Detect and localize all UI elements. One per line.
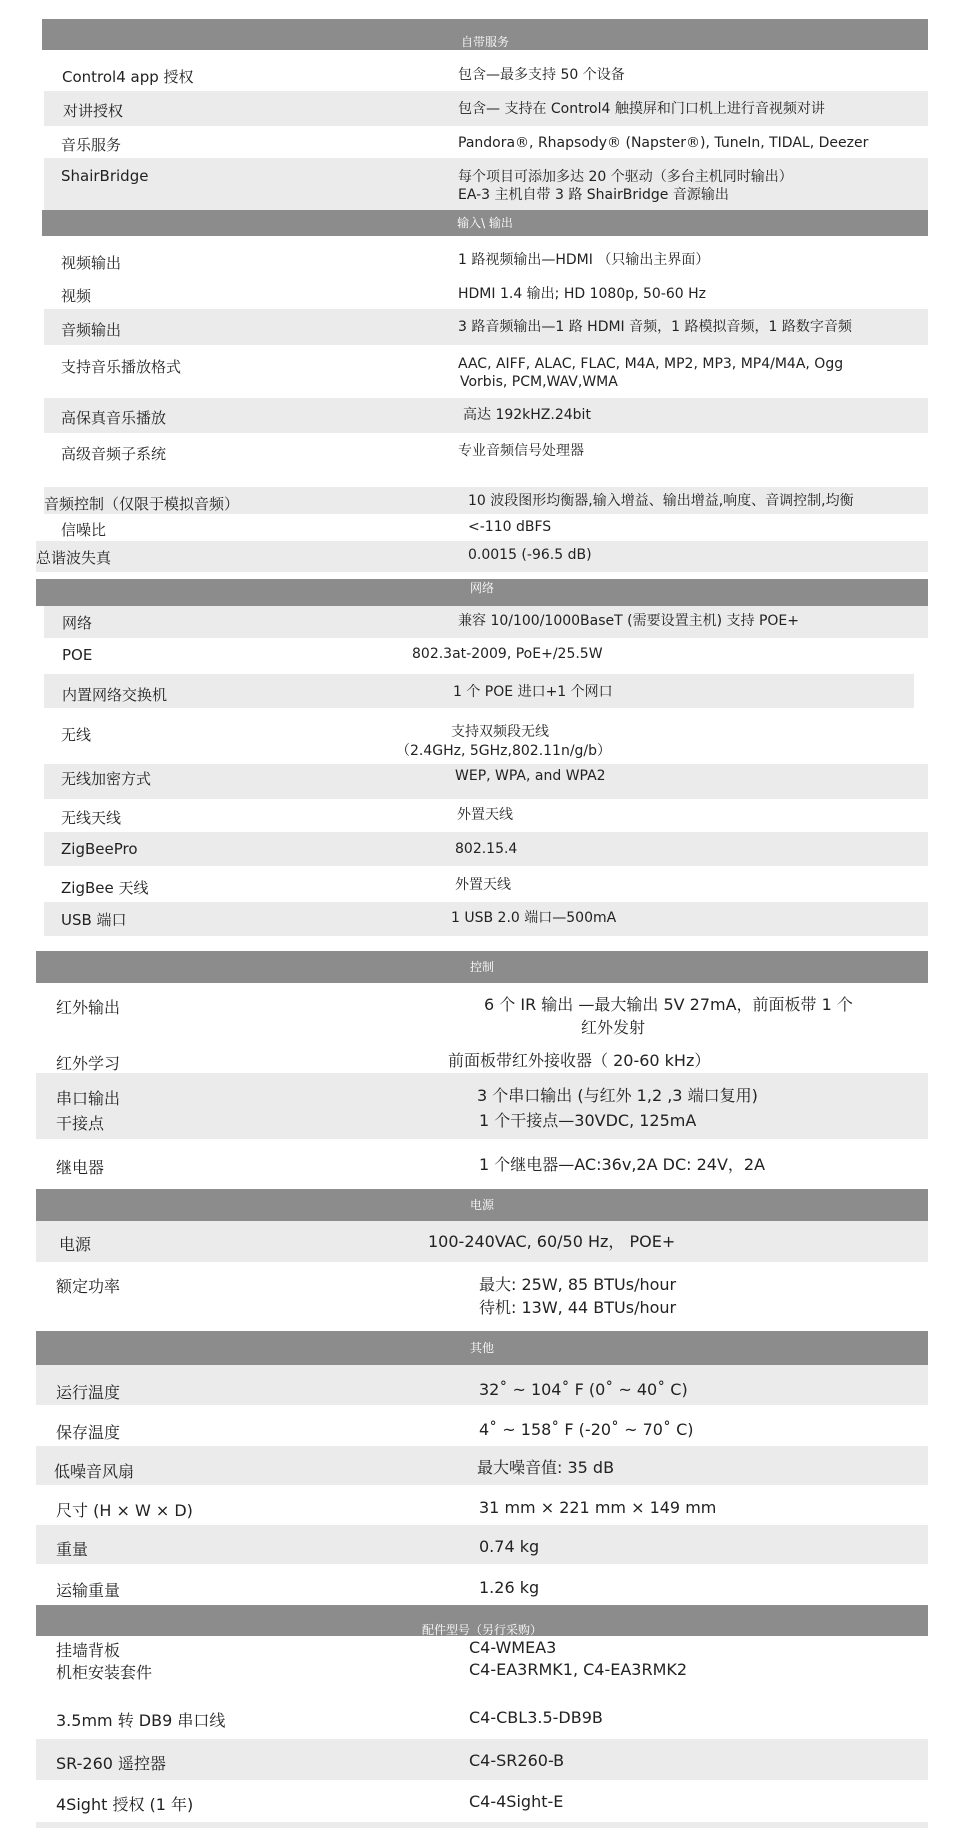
table-row (44, 309, 928, 345)
table-row (44, 345, 928, 398)
spec-value: EA-3 主机自带 3 路 ShairBridge 音源输出 (458, 187, 729, 203)
spec-label: 无线加密方式 (61, 770, 152, 788)
table-row (44, 902, 928, 936)
table-row (44, 832, 928, 866)
spec-value: 31 mm × 221 mm × 149 mm (479, 1498, 717, 1517)
spec-value: Vorbis, PCM,WAV,WMA (460, 374, 618, 390)
spec-label: 视频输出 (61, 254, 122, 272)
spec-label: 音乐服务 (61, 136, 122, 154)
spec-value: WEP, WPA, and WPA2 (455, 768, 606, 784)
spec-label: 音频输出 (61, 321, 122, 339)
table-row (44, 866, 928, 902)
section-header-io (42, 210, 928, 236)
spec-value: 专业音频信号处理器 (458, 443, 584, 459)
spec-value: 前面板带红外接收器（ 20-60 kHz） (448, 1051, 711, 1070)
table-row (36, 1739, 928, 1780)
spec-value: 高达 192kHZ.24bit (463, 407, 591, 423)
spec-label: 尺寸 (H × W × D) (56, 1501, 193, 1520)
table-row (36, 1405, 928, 1446)
spec-label: 网络 (62, 614, 93, 632)
spec-value: C4-EA3RMK1, C4-EA3RMK2 (469, 1660, 688, 1679)
table-row (36, 1139, 928, 1189)
spec-label: 红外输出 (56, 998, 121, 1017)
spec-label: 干接点 (56, 1114, 105, 1133)
table-row (36, 1446, 928, 1485)
spec-value: 外置天线 (457, 807, 513, 823)
spec-value: 最大: 25W, 85 BTUs/hour (479, 1275, 677, 1294)
spec-label: 继电器 (56, 1158, 105, 1177)
table-row (44, 433, 928, 487)
spec-label: 运行温度 (56, 1383, 121, 1402)
table-row (36, 541, 928, 572)
table-row (44, 606, 928, 638)
spec-label: 无线天线 (61, 809, 122, 827)
spec-value: 3 路音频输出—1 路 HDMI 音频，1 路模拟音频，1 路数字音频 (458, 319, 852, 335)
table-row (44, 398, 928, 433)
spec-label: 挂墙背板 (56, 1641, 121, 1660)
spec-label: 内置网络交换机 (62, 686, 168, 704)
spec-value: C4-4Sight-E (469, 1792, 564, 1811)
spec-label: 高保真音乐播放 (61, 409, 167, 427)
spec-label: 运输重量 (56, 1581, 121, 1600)
table-row (36, 1636, 928, 1694)
spec-value: 每个项目可添加多达 20 个驱动（多台主机同时输出） (458, 169, 793, 185)
spec-value: 3 个串口输出 (与红外 1,2 ,3 端口复用) (477, 1086, 758, 1105)
spec-value: 1 个干接点—30VDC, 125mA (479, 1111, 697, 1130)
spec-label: 低噪音风扇 (54, 1462, 135, 1481)
spec-label: 串口输出 (56, 1089, 121, 1108)
spec-value: C4-CBL3.5-DB9B (469, 1708, 603, 1727)
table-row (44, 674, 914, 708)
spec-value: 32˚ ~ 104˚ F (0˚ ~ 40˚ C) (479, 1380, 688, 1399)
spec-value: 1 个 POE 进口+1 个网口 (453, 684, 613, 700)
spec-value: 包含—最多支持 50 个设备 (458, 67, 625, 83)
spec-label: 红外学习 (56, 1054, 121, 1073)
spec-label: 重量 (56, 1540, 89, 1559)
spec-value: C4-WMEA3 (469, 1638, 557, 1657)
spec-label: 3.5mm 转 DB9 串口线 (56, 1711, 226, 1730)
section-header-built-in-services (42, 19, 928, 50)
spec-value: AAC, AIFF, ALAC, FLAC, M4A, MP2, MP3, MP4/M4A, Ogg (458, 356, 844, 372)
section-title: 输入\ 输出 (457, 216, 513, 230)
table-row (36, 1262, 928, 1326)
spec-value: 10 波段图形均衡器,输入增益、输出增益,响度、音调控制,均衡 (468, 493, 854, 509)
table-row (36, 1073, 928, 1139)
spec-value: 红外发射 (581, 1018, 646, 1037)
spec-label: 高级音频子系统 (61, 445, 167, 463)
spec-label: 电源 (59, 1235, 92, 1254)
spec-value: 802.15.4 (455, 841, 518, 857)
section-header-power (36, 1189, 928, 1221)
spec-value: 100-240VAC, 60/50 Hz， POE+ (428, 1232, 676, 1251)
spec-label: Control4 app 授权 (62, 68, 194, 86)
table-row (44, 487, 928, 514)
spec-label: SR-260 遥控器 (56, 1754, 167, 1773)
spec-value: 6 个 IR 输出 —最大输出 5V 27mA，前面板带 1 个 (484, 995, 853, 1014)
table-row (44, 244, 928, 277)
spec-label: 对讲授权 (63, 102, 124, 120)
table-row (36, 1780, 928, 1824)
section-header-other (36, 1331, 928, 1365)
spec-label: 音频控制（仅限于模拟音频） (44, 495, 240, 513)
table-bottom-edge (36, 1822, 928, 1828)
spec-label: 视频 (61, 287, 92, 305)
section-title: 自带服务 (460, 35, 509, 49)
section-title: 电源 (469, 1198, 494, 1212)
spec-label: 保存温度 (56, 1423, 121, 1442)
spec-value: 0.0015 (-96.5 dB) (468, 547, 592, 563)
table-row (44, 91, 928, 126)
spec-value: 1 个继电器—AC:36v,2A DC: 24V，2A (479, 1155, 766, 1174)
table-row (36, 1564, 928, 1605)
spec-value: Pandora®, Rhapsody® (Napster®), TuneIn, TIDAL, Deezer (458, 135, 869, 151)
spec-value: 1.26 kg (479, 1578, 540, 1597)
table-row (36, 1525, 928, 1564)
table-row (36, 1365, 928, 1405)
table-row (44, 59, 928, 91)
table-row (44, 126, 928, 158)
section-header-control (36, 951, 928, 983)
section-title: 配件型号（另行采购） (421, 1623, 542, 1637)
table-row (44, 708, 928, 764)
spec-value: 4˚ ~ 158˚ F (-20˚ ~ 70˚ C) (479, 1420, 694, 1439)
spec-value: 1 USB 2.0 端口—500mA (451, 910, 617, 926)
spec-value: （2.4GHz, 5GHz,802.11n/g/b） (396, 743, 612, 759)
spec-label: USB 端口 (61, 911, 127, 929)
spec-label: ShairBridge (61, 167, 149, 185)
spec-value: 802.3at-2009, PoE+/25.5W (412, 646, 603, 662)
table-row (36, 1694, 928, 1739)
section-header-accessories (36, 1605, 928, 1636)
section-title: 控制 (469, 960, 494, 974)
section-title: 网络 (469, 581, 494, 595)
spec-label: 额定功率 (56, 1277, 121, 1296)
table-row (44, 638, 928, 674)
table-row (36, 1485, 928, 1525)
spec-label: ZigBee 天线 (61, 879, 149, 897)
spec-label: 支持音乐播放格式 (61, 358, 182, 376)
spec-value: HDMI 1.4 输出; HD 1080p, 50-60 Hz (458, 286, 707, 302)
spec-value: 最大噪音值: 35 dB (477, 1458, 615, 1477)
spec-value: 包含— 支持在 Control4 触摸屏和门口机上进行音视频对讲 (458, 101, 825, 117)
spec-label: 信噪比 (61, 521, 107, 539)
spec-value: 待机: 13W, 44 BTUs/hour (479, 1298, 677, 1317)
section-title: 其他 (469, 1341, 494, 1355)
spec-label: ZigBeePro (61, 840, 138, 858)
spec-label: 总谐波失真 (36, 549, 112, 567)
spec-label: POE (62, 646, 93, 664)
spec-value: 外置天线 (455, 877, 511, 893)
table-row (44, 158, 928, 210)
spec-label: 机柜安装套件 (56, 1663, 153, 1682)
table-row (44, 799, 928, 832)
table-row (36, 1043, 928, 1073)
spec-value: C4-SR260-B (469, 1751, 565, 1770)
spec-label: 无线 (61, 726, 92, 744)
spec-value: 兼容 10/100/1000BaseT (需要设置主机) 支持 POE+ (458, 613, 800, 629)
spec-value: <-110 dBFS (468, 519, 552, 535)
spec-value: 支持双频段无线 (451, 724, 549, 740)
spec-value: 1 路视频输出—HDMI （只输出主界面） (458, 252, 710, 268)
section-header-network (36, 579, 928, 606)
table-row (44, 514, 928, 541)
table-row (36, 1221, 928, 1262)
spec-value: 0.74 kg (479, 1537, 540, 1556)
table-row (44, 277, 928, 309)
spec-label: 4Sight 授权 (1 年) (56, 1795, 194, 1814)
table-row (44, 764, 928, 799)
